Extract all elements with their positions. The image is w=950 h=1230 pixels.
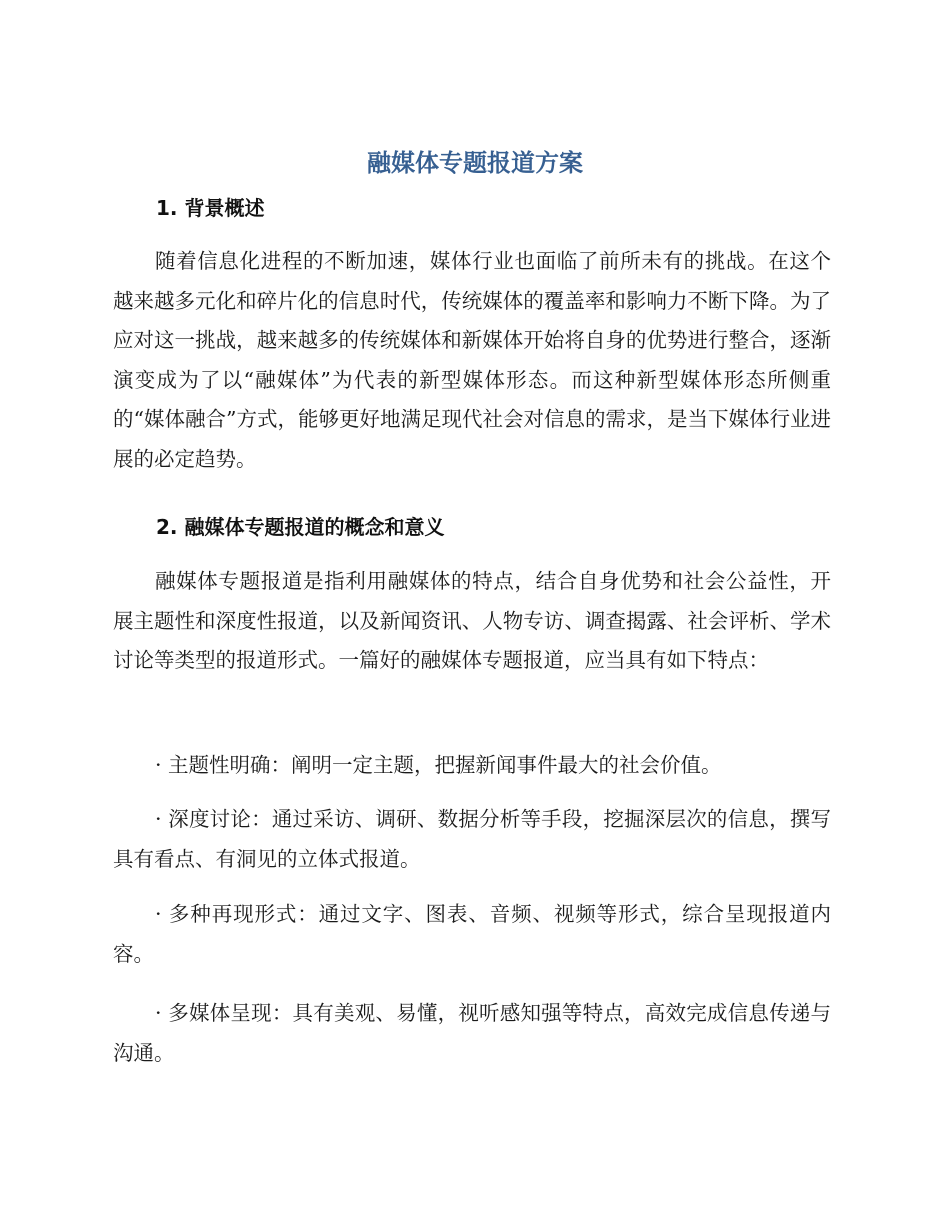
bullet-item-depth: · 深度讨论：通过采访、调研、数据分析等手段，挖掘深层次的信息，撰写具有看点、有洞见的立体式报道。: [113, 807, 831, 871]
paragraph-concept: 融媒体专题报道是指利用融媒体的特点，结合自身优势和社会公益性，开展主题性和深度性报道，以及新闻资讯、人物专访、调查揭露、社会评析、学术讨论等类型的报道形式。一篇好的融媒体专题报道，应当具有如下特点：: [113, 569, 831, 672]
section-heading-background: 1. 背景概述: [156, 196, 265, 220]
section-heading-concept: 2. 融媒体专题报道的概念和意义: [156, 515, 445, 539]
bullet-item-forms: · 多种再现形式：通过文字、图表、音频、视频等形式，综合呈现报道内容。: [113, 902, 831, 966]
paragraph-background: 随着信息化进程的不断加速，媒体行业也面临了前所未有的挑战。在这个越来越多元化和碎片化的信息时代，传统媒体的覆盖率和影响力不断下降。为了应对这一挑战，越来越多的传统媒体和新媒体开始将自身的优势进行整合，逐渐演变成为了以“融媒体”为代表的新型媒体形态。而这种新型媒体形态所侧重的“媒体融合”方式，能够更好地满足现代社会对信息的需求，是当下媒体行业进展的必定趋势。: [113, 249, 831, 471]
bullet-item-theme: · 主题性明确：阐明一定主题，把握新闻事件最大的社会价值。: [155, 753, 722, 777]
document-title: 融媒体专题报道方案: [367, 149, 583, 177]
bullet-item-multimedia: · 多媒体呈现：具有美观、易懂，视听感知强等特点，高效完成信息传递与沟通。: [113, 1001, 831, 1065]
